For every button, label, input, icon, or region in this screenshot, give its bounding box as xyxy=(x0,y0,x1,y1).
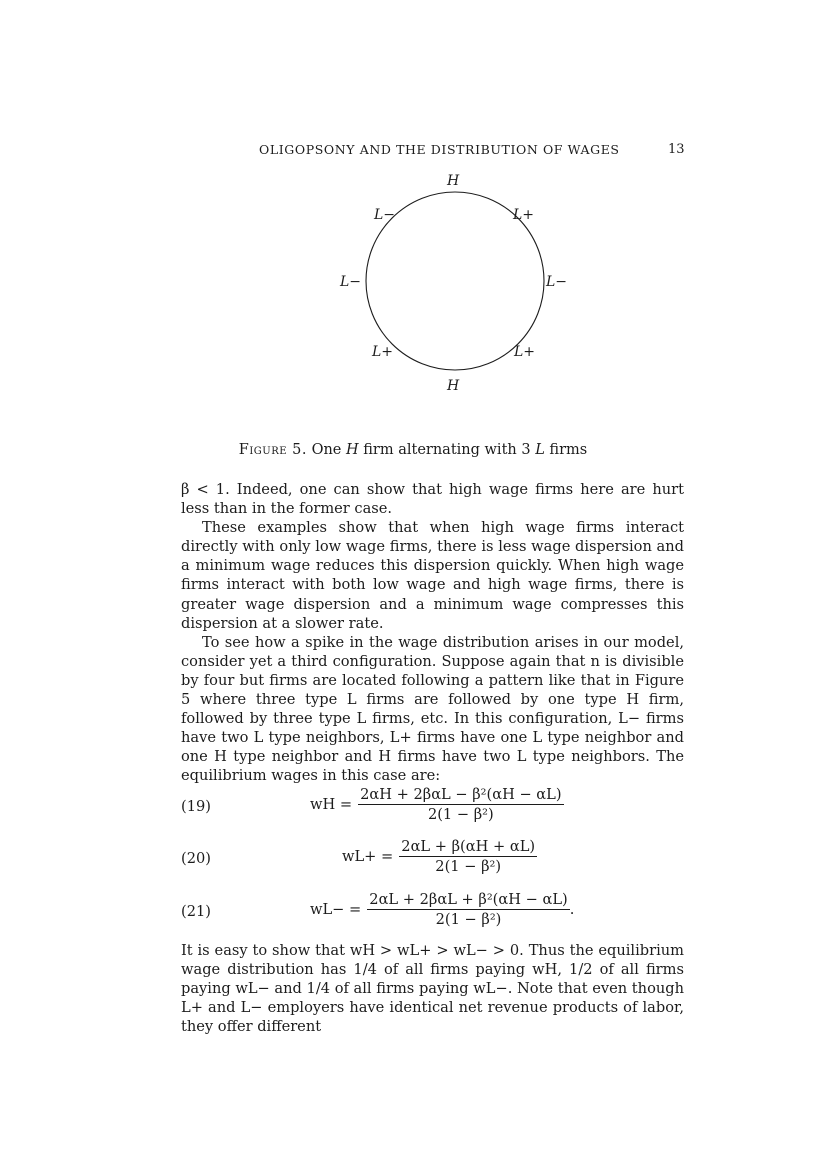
equation-denominator: 2(1 − β²) xyxy=(427,806,494,823)
equation-fraction xyxy=(399,838,537,875)
body-text-top xyxy=(181,480,684,786)
paragraph-1: β < 1. Indeed, one can show that high wage firms here are hurt less than in the former case. xyxy=(181,481,684,518)
equation-lhs: wL− = xyxy=(310,901,362,918)
equation-21 xyxy=(181,891,684,935)
caption-l: L xyxy=(535,442,545,458)
circle-configuration-figure xyxy=(330,165,580,400)
equation-20 xyxy=(181,838,684,882)
equation-lhs: wL+ = xyxy=(342,848,394,865)
paragraph-3: To see how a spike in the wage distribution arises in our model, consider yet a third configuration. Suppose again that n is divisible by four but firms are located following a pattern like that in Figure 5 where three type L firms are followed by one type H firm, followed by three type L firms, etc. In this configuration, L− firms have two L type neighbors, L+ firms have one L type neighbor and one H type neighbor and H firms have two L type neighbors. The equilibrium wages in this case are: xyxy=(181,633,684,785)
equation-number: (20) xyxy=(181,850,211,867)
equation-19 xyxy=(181,786,684,830)
equation-numerator: 2αL + β(αH + αL) xyxy=(401,838,536,855)
equation-trail: . xyxy=(569,901,575,918)
equation-fraction xyxy=(358,786,563,823)
label-upper-right: L+ xyxy=(513,207,535,223)
running-title: OLIGOPSONY AND THE DISTRIBUTION OF WAGES xyxy=(259,142,620,157)
equation-denominator: 2(1 − β²) xyxy=(435,911,502,928)
equation-fraction xyxy=(367,891,569,928)
page-number: 13 xyxy=(668,142,685,157)
label-top: H xyxy=(447,173,460,189)
equation-lhs: wH = xyxy=(310,796,353,813)
label-bottom: H xyxy=(447,378,460,394)
equation-numerator: 2αL + 2βαL + β²(αH − αL) xyxy=(369,891,568,908)
equation-number: (21) xyxy=(181,903,211,920)
equation-denominator: 2(1 − β²) xyxy=(435,858,502,875)
caption-h: H xyxy=(346,442,359,458)
paragraph-4: It is easy to show that wH > wL+ > wL− > 0. Thus the equilibrium wage distribution has 1/4 of all firms paying wH, 1/2 of all firms paying wL− and 1/4 of all firms paying wL−. Note that even though L+ and L− employers have identical net revenue products of labor, they offer different xyxy=(181,942,684,1036)
paragraph-2: These examples show that when high wage firms interact directly with only low wage firms, there is less wage dispersion and a minimum wage reduces this dispersion quickly. When high wage firms interact with both low wage and high wage firms, there is greater wage dispersion and a minimum wage compresses this dispersion at a slower rate. xyxy=(181,519,684,632)
label-mid-left: L− xyxy=(340,274,362,290)
caption-text-3: firms xyxy=(544,442,588,458)
caption-text-2: firm alternating with 3 xyxy=(358,442,536,458)
equation-number: (19) xyxy=(181,798,211,815)
label-lower-right: L+ xyxy=(514,344,536,360)
caption-text-1: One xyxy=(311,442,346,458)
caption-label: Figure 5. xyxy=(238,442,307,458)
figure-caption xyxy=(0,442,826,458)
label-mid-right: L− xyxy=(546,274,568,290)
label-upper-left: L− xyxy=(374,207,396,223)
equation-numerator: 2αH + 2βαL − β²(αH − αL) xyxy=(360,786,562,803)
label-lower-left: L+ xyxy=(372,344,394,360)
body-text-bottom xyxy=(181,941,684,1036)
